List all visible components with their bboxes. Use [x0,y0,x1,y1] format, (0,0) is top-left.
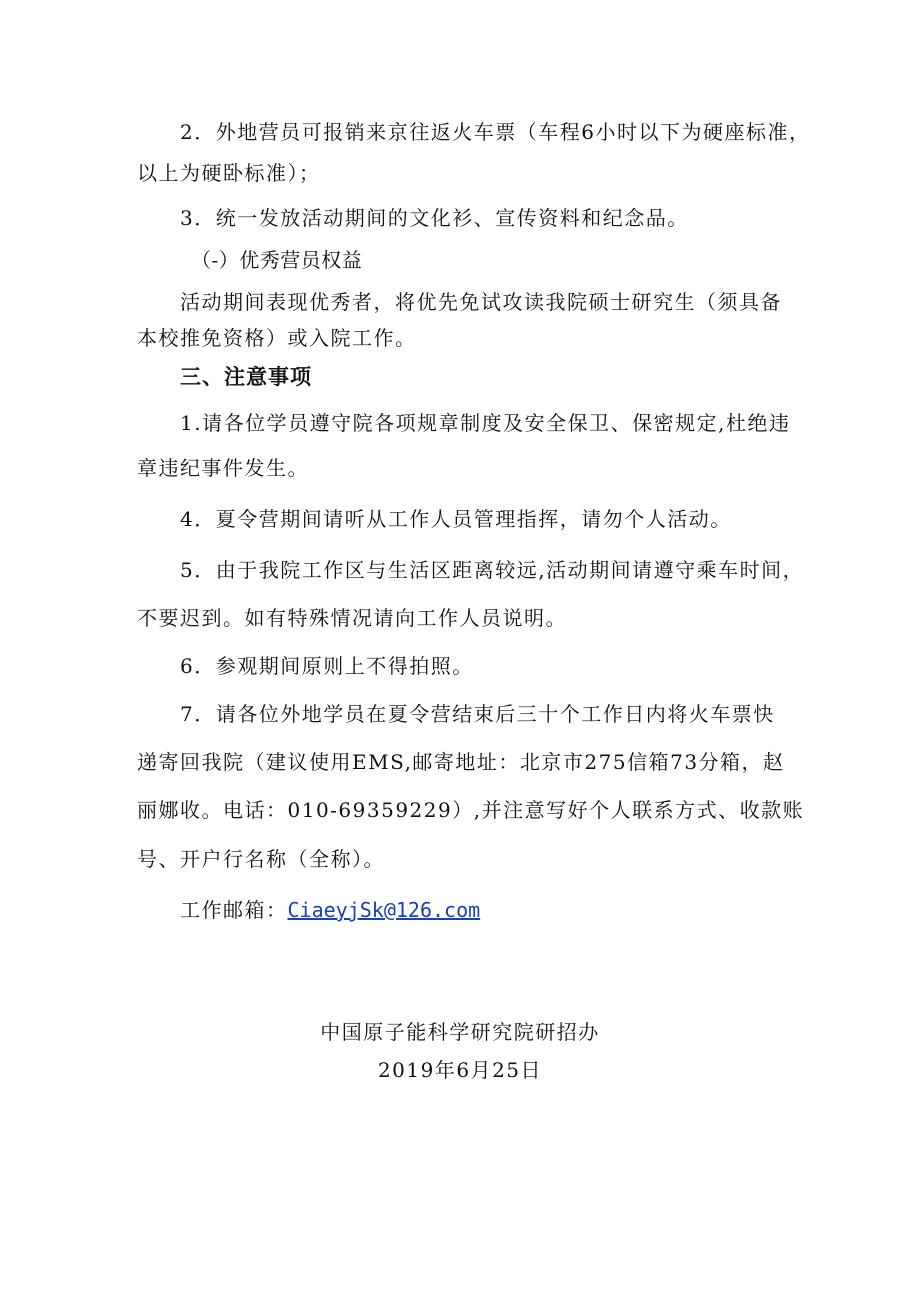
note1-line1: 1.请各位学员遵守院各项规章制度及安全保卫、保密规定,杜绝违 [180,411,791,435]
signature-date: 2019年6月25日 [377,1058,543,1082]
note7-line3: 丽娜收。电话：010-69359229）,并注意写好个人联系方式、收款账 [137,798,805,822]
note5-line2: 不要迟到。如有特殊情况请向工作人员说明。 [137,606,567,630]
note1-line2: 章违纪事件发生。 [137,456,309,480]
email-label: 工作邮箱： [180,898,288,922]
note5-line1: 5．由于我院工作区与生活区距离较远,活动期间请遵守乘车时间， [180,558,805,582]
item2-line1: 2．外地营员可报销来京往返火车票（车程6小时以下为硬座标准， [180,120,811,144]
item2-line2: 以上为硬卧标准）； [137,161,321,185]
excellent-line2: 本校推免资格）或入院工作。 [137,326,417,350]
subsection-title: （-）优秀营员权益 [191,248,363,272]
note7-line4: 号、开户行名称（全称）。 [137,847,385,871]
email-link[interactable]: CiaeyjSk@126.com [287,898,481,922]
item3-text: 3．统一发放活动期间的文化衫、宣传资料和纪念品。 [180,206,689,230]
note4-text: 4．夏令营期间请听从工作人员管理指挥，请勿个人活动。 [180,507,732,531]
section-heading: 三、注意事项 [180,365,312,389]
note7-line2: 递寄回我院（建议使用EMS,邮寄地址：北京市275信箱73分箱，赵 [137,750,785,774]
note6-text: 6．参观期间原则上不得拍照。 [180,654,474,678]
note7-line1: 7．请各位外地学员在夏令营结束后三十个工作日内将火车票快 [180,702,775,726]
signature-org: 中国原子能科学研究院研招办 [320,1020,600,1044]
excellent-line1: 活动期间表现优秀者，将优先免试攻读我院硕士研究生（须具备 [180,290,782,314]
work-email [180,897,480,923]
